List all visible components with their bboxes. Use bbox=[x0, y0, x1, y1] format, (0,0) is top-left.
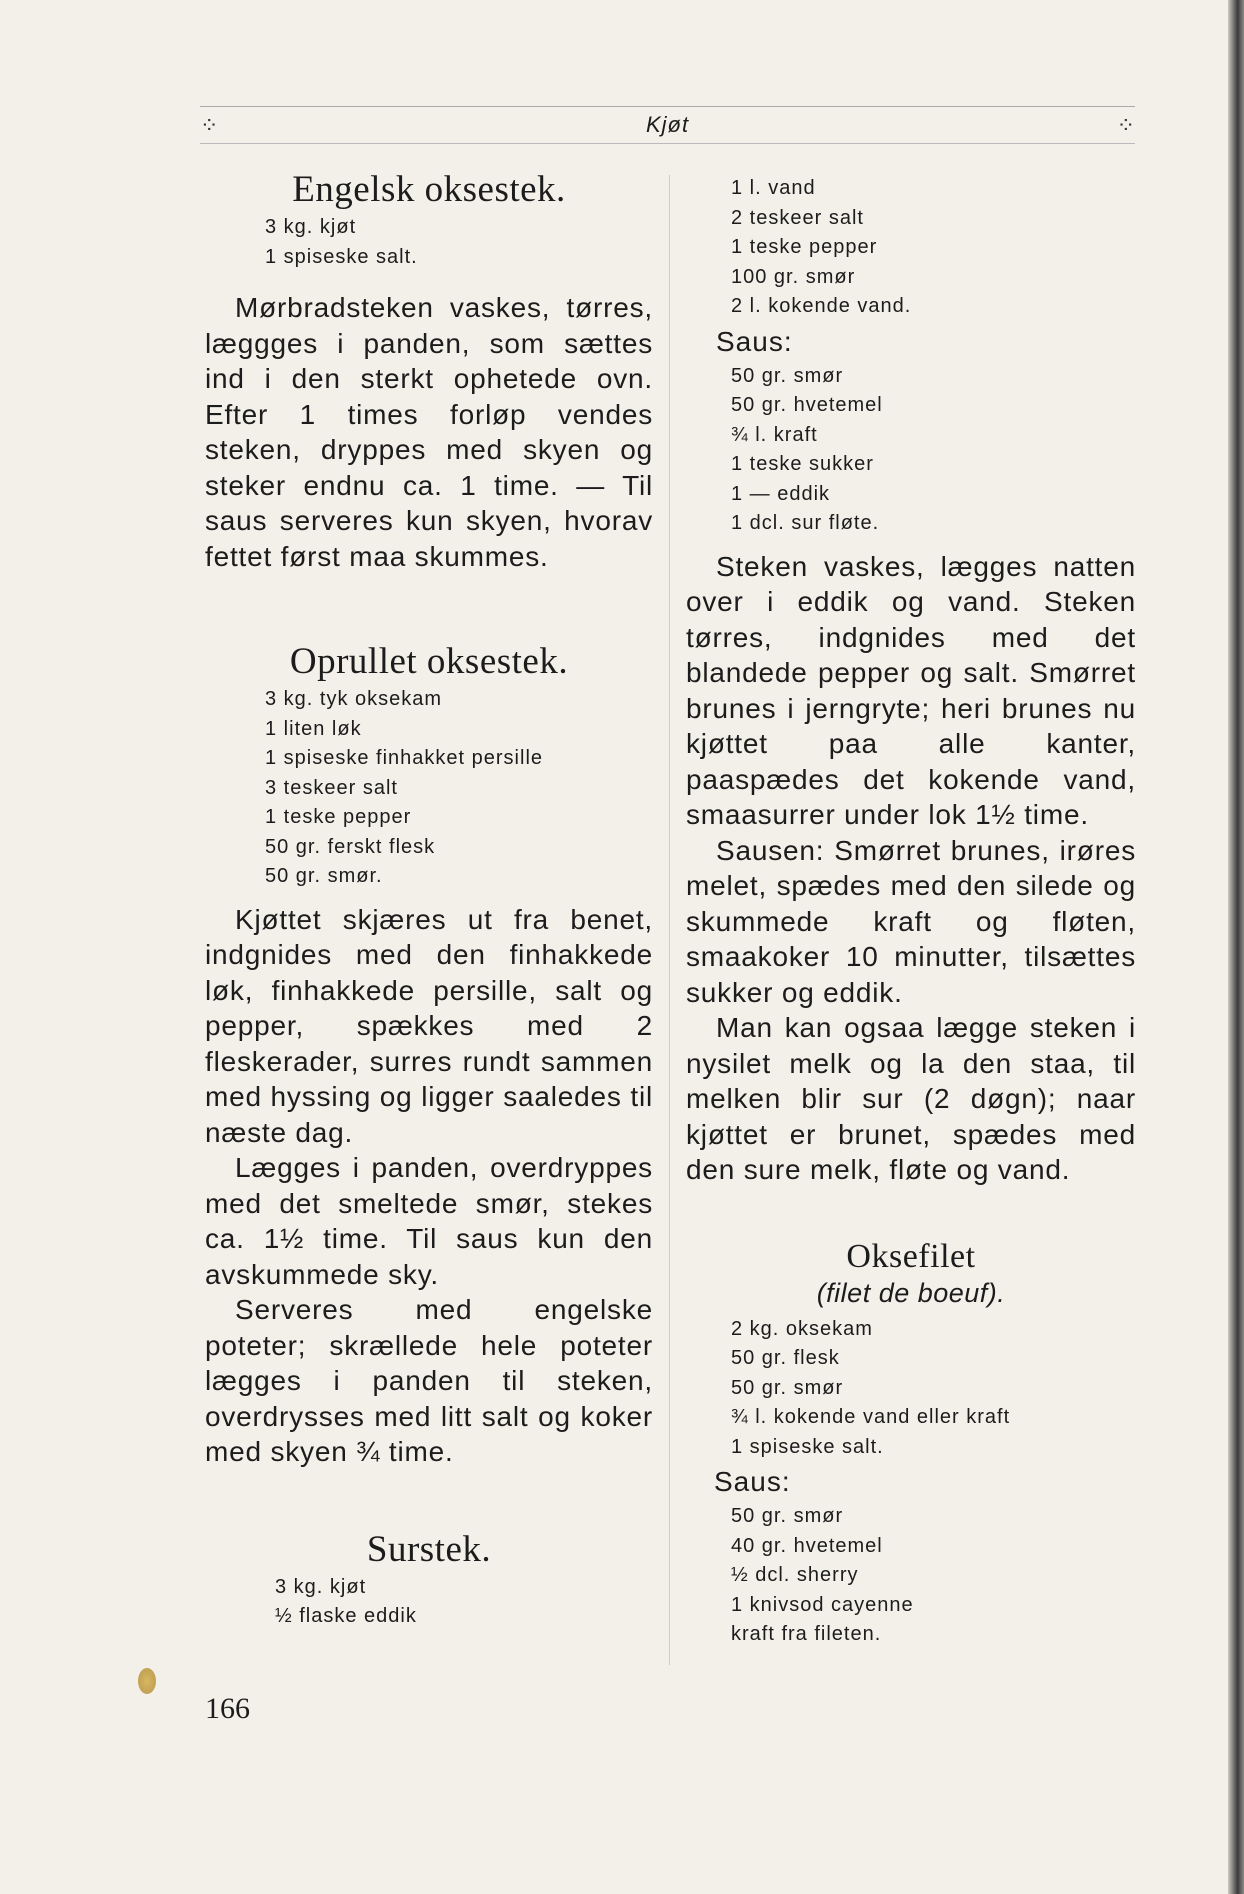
ingredient: 50 gr. flesk bbox=[731, 1347, 840, 1369]
recipe-paragraph: Steken vaskes, lægges natten over i eddik og vand. Steken tørres, indgnides med det blandede pepper og salt. Smørret brunes i jerngryte; heri brunes nu kjøttet paa alle kanter, paaspædes det kokende vand, smaasurrer under lok 1½ time. bbox=[686, 550, 1136, 830]
ingredient: 1 spiseske salt. bbox=[265, 245, 418, 268]
recipe-paragraph: Kjøttet skjæres ut fra benet, indgnides med den finhakkede løk, finhakkede persille, salt og pepper, spækkes med 2 fleskerader, surres rundt sammen med hyssing og ligger saaledes til næste dag. bbox=[205, 903, 653, 1148]
ingredient: 1 teske pepper bbox=[731, 236, 878, 258]
ingredient: 1 teske pepper bbox=[265, 806, 412, 828]
recipe-paragraph: Man kan ogsaa lægge steken i nysilet melk og la den staa, til melken blir sur (2 døgn); naar kjøttet er brunet, spædes med den sure melk, fløte og vand. bbox=[686, 1012, 1136, 1185]
ingredient: 3 kg. tyk oksekam bbox=[265, 688, 443, 710]
recipe-paragraph: Mørbradsteken vaskes, tørres, læggges i panden, som sættes ind i den sterkt ophetede ovn. Efter 1 times forløp vendes steken, dryppes med skyen og steker endnu ca. 1 time. — Til saus serveres kun skyen, hvorav fettet først maa skummes. bbox=[205, 292, 653, 572]
ingredient: 40 gr. hvetemel bbox=[731, 1534, 883, 1557]
saus-label: Saus: bbox=[714, 1466, 791, 1497]
ingredient: 50 gr. smør bbox=[731, 1376, 844, 1399]
ingredient: 50 gr. smør bbox=[731, 1505, 844, 1527]
running-header bbox=[200, 108, 1135, 144]
saus-ingredient-list bbox=[731, 362, 1136, 539]
ingredient: 3 kg. kjøt bbox=[265, 216, 357, 238]
ingredient: 50 gr. ferskt flesk bbox=[265, 835, 436, 858]
header-rule-top bbox=[200, 106, 1135, 107]
ingredient: ½ flaske eddik bbox=[275, 1605, 417, 1627]
recipe-title-oksefilet: Oksefilet bbox=[846, 1237, 976, 1275]
recipe-title-engelsk-oksestek: Engelsk oksestek. bbox=[292, 169, 566, 210]
ingredient: 2 kg. oksekam bbox=[731, 1317, 873, 1340]
recipe-paragraph: Lægges i panden, overdryppes med det smeltede smør, stekes ca. 1½ time. Til saus kun den avskummede sky. bbox=[205, 1152, 653, 1290]
ingredient: 1 teske sukker bbox=[731, 453, 874, 475]
ornament-icon-left: ⁘ bbox=[200, 114, 219, 139]
recipe-title-oprullet-oksestek: Oprullet oksestek. bbox=[289, 641, 569, 682]
ingredient-list bbox=[275, 1573, 653, 1632]
ingredient: 1 l. vand bbox=[731, 177, 816, 199]
left-column bbox=[205, 160, 653, 1632]
ingredient: 2 l. kokende vand. bbox=[731, 295, 912, 317]
ingredient: 2 teskeer salt bbox=[731, 206, 864, 229]
ingredient-list bbox=[265, 685, 653, 892]
header-rule-bottom bbox=[200, 143, 1135, 144]
ingredient: 50 gr. smør. bbox=[265, 865, 383, 887]
ingredient: 100 gr. smør bbox=[731, 265, 856, 288]
ingredient: ½ dcl. sherry bbox=[731, 1564, 859, 1586]
ingredient-list bbox=[731, 1315, 1136, 1463]
paper-stain bbox=[138, 1668, 156, 1694]
ingredient: 1 dcl. sur fløte. bbox=[731, 512, 880, 534]
ingredient-list bbox=[731, 174, 1136, 322]
ingredient-list bbox=[265, 213, 653, 272]
ingredient: 1 liten løk bbox=[265, 717, 362, 740]
ingredient: 1 knivsod cayenne bbox=[731, 1593, 914, 1616]
ingredient: kraft fra fileten. bbox=[731, 1623, 882, 1645]
ingredient: 50 gr. hvetemel bbox=[731, 394, 883, 416]
recipe-paragraph: Serveres med engelske poteter; skrællede hele poteter lægges i panden til steken, overdrysses med litt salt og koker med skyen ¾ time. bbox=[205, 1294, 653, 1467]
saus-label: Saus: bbox=[716, 325, 793, 357]
saus-ingredient-list bbox=[731, 1502, 1136, 1650]
ornament-icon-right: ⁘ bbox=[1116, 114, 1135, 139]
page-edge bbox=[1228, 0, 1244, 1894]
ingredient: 50 gr. smør bbox=[731, 364, 844, 387]
ingredient: ¾ l. kraft bbox=[731, 423, 818, 446]
ingredient: 3 kg. kjøt bbox=[275, 1575, 367, 1598]
recipe-title-surstek: Surstek. bbox=[366, 1528, 492, 1570]
column-divider bbox=[669, 175, 670, 1665]
ingredient: ¾ l. kokende vand eller kraft bbox=[731, 1406, 1011, 1428]
page-number: 166 bbox=[205, 1692, 250, 1725]
recipe-subtitle: (filet de boeuf). bbox=[816, 1277, 1006, 1308]
ingredient: 1 spiseske salt. bbox=[731, 1435, 884, 1458]
running-title: Kjøt bbox=[645, 112, 690, 137]
ingredient: 1 spiseske finhakket persille bbox=[265, 747, 544, 769]
ingredient: 1 — eddik bbox=[731, 482, 831, 505]
right-column bbox=[686, 160, 1136, 1650]
ingredient: 3 teskeer salt bbox=[265, 776, 398, 799]
recipe-paragraph: Sausen: Smørret brunes, irøres melet, spædes med den silede og skummede kraft og fløten, smaakoker 10 minutter, tilsættes sukker og eddik. bbox=[686, 834, 1136, 1008]
